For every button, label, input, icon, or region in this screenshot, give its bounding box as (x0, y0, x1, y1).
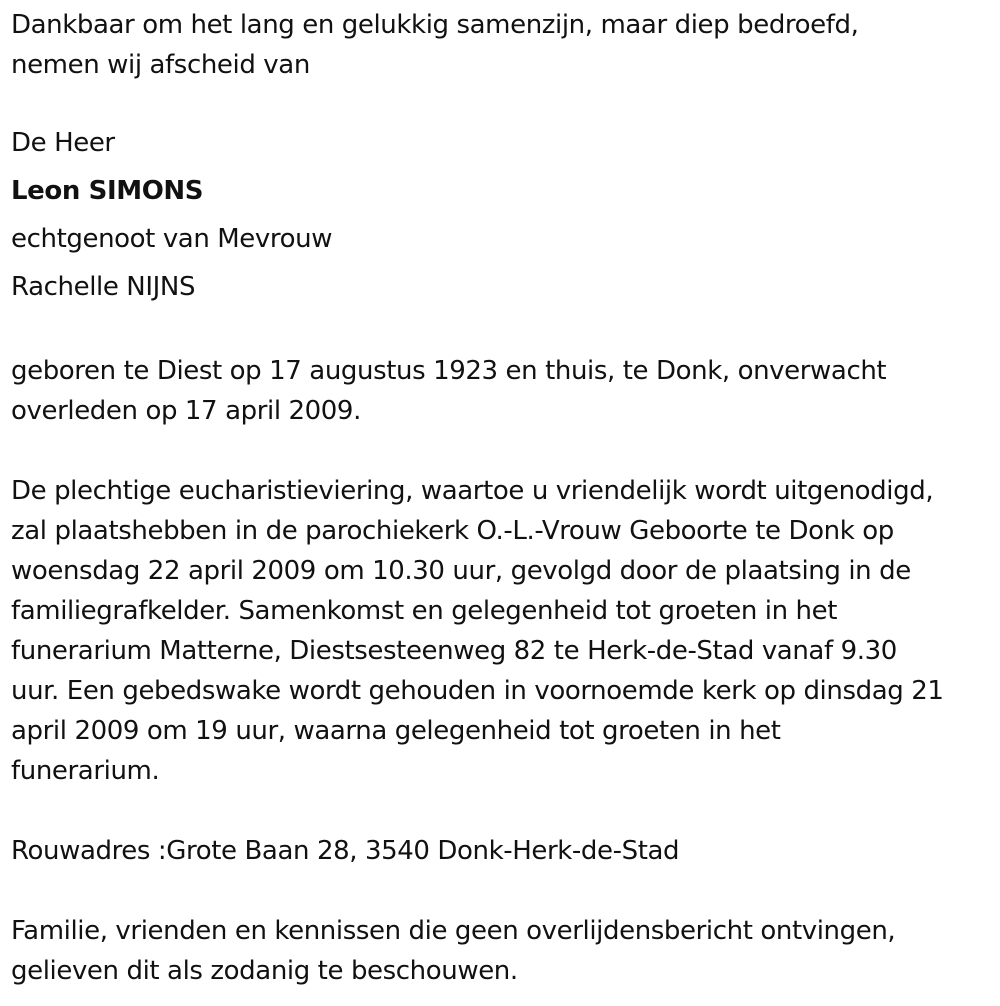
intro-paragraph (11, 0, 996, 85)
deceased-name: Leon SIMONS (11, 176, 204, 206)
mourning-address: Rouwadres :Grote Baan 28, 3540 Donk-Herk-de-Stad (11, 836, 680, 866)
intro-line-1: Dankbaar om het lang en gelukkig samenzijn, maar diep bedroefd, (11, 10, 859, 40)
address-paragraph (11, 831, 996, 871)
ceremony-line: uur. Een gebedswake wordt gehouden in voornoemde kerk op dinsdag 21 (11, 676, 944, 706)
deceased-block (11, 119, 996, 311)
spouse-name: Rachelle NIJNS (11, 272, 196, 302)
spouse-label: echtgenoot van Mevrouw (11, 224, 333, 254)
birth-death-line-2: overleden op 17 april 2009. (11, 396, 361, 426)
closing-line-2: gelieven dit als zodanig te beschouwen. (11, 956, 518, 986)
ceremony-line: funerarium Matterne, Diestsesteenweg 82 te Herk-de-Stad vanaf 9.30 (11, 636, 897, 666)
obituary-document (11, 0, 996, 991)
ceremony-line: familiegrafkelder. Samenkomst en gelegenheid tot groeten in het (11, 596, 838, 626)
ceremony-line: funerarium. (11, 756, 160, 786)
spacer (11, 431, 996, 471)
closing-line-1: Familie, vrienden en kennissen die geen overlijdensbericht ontvingen, (11, 916, 896, 946)
spacer (11, 791, 996, 831)
birth-death-line-1: geboren te Diest op 17 augustus 1923 en thuis, te Donk, onverwacht (11, 356, 887, 386)
spacer (11, 85, 996, 119)
spacer (11, 871, 996, 911)
ceremony-line: april 2009 om 19 uur, waarna gelegenheid tot groeten in het (11, 716, 781, 746)
ceremony-line: De plechtige eucharistieviering, waartoe u vriendelijk wordt uitgenodigd, (11, 476, 934, 506)
spacer (11, 311, 996, 351)
ceremony-paragraph (11, 471, 996, 791)
intro-line-2: nemen wij afscheid van (11, 50, 310, 80)
ceremony-line: zal plaatshebben in de parochiekerk O.-L.-Vrouw Geboorte te Donk op (11, 516, 894, 546)
birth-death-paragraph (11, 351, 996, 431)
closing-paragraph (11, 911, 996, 991)
ceremony-line: woensdag 22 april 2009 om 10.30 uur, gevolgd door de plaatsing in de (11, 556, 911, 586)
honorific: De Heer (11, 128, 115, 158)
